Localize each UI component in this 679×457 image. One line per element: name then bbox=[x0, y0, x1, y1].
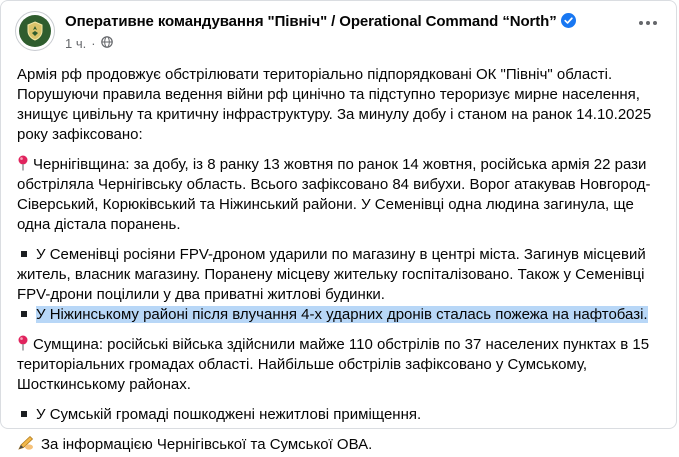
square-bullet-icon bbox=[21, 411, 27, 417]
post-meta bbox=[65, 36, 113, 51]
intro-paragraph: Армія рф продовжує обстрілювати територіально підпорядковані ОК "Північ" області. Порушуючи правила ведення війни рф цинічно та підступно тероризує мирне населення, знищує цивільну та критичну інфраструктуру. За минулу добу і станом на ранок 14.10.2025 року зафіксовано: bbox=[17, 66, 652, 143]
chernihiv-paragraph bbox=[17, 155, 662, 235]
sumy-paragraph bbox=[17, 335, 662, 395]
bullet-item-highlighted bbox=[17, 305, 662, 325]
post-time[interactable]: 1 ч. bbox=[65, 36, 87, 51]
military-emblem-icon bbox=[19, 15, 51, 47]
source-paragraph bbox=[17, 435, 662, 455]
chernihiv-text: Чернігівщина: за добу, із 8 ранку 13 жовтня по ранок 14 жовтня, російська армія 22 рази обстріляла Чернігівську область. Всього зафіксовано 84 вибухи. Ворог атакував Новгород-Сіверський, Корюківський та Ніжинський райони. У Семенівці одна людина загинула, ще одна дістала поранень. bbox=[17, 156, 651, 233]
more-options-icon[interactable] bbox=[634, 13, 662, 33]
bullet-text: У Сумській громаді пошкоджені нежитлові приміщення. bbox=[36, 406, 422, 423]
globe-icon bbox=[101, 36, 113, 51]
bullet-item bbox=[17, 405, 662, 425]
round-pushpin-icon bbox=[17, 335, 29, 351]
verified-badge-icon bbox=[561, 13, 576, 28]
post-header bbox=[15, 9, 662, 55]
square-bullet-icon bbox=[21, 251, 27, 257]
writing-hand-icon bbox=[17, 435, 35, 451]
square-bullet-icon bbox=[21, 311, 27, 317]
bullet-text: У Семенівці росіяни FPV-дроном ударили по магазину в центрі міста. Загинув місцевий житель, власник магазину. Поранену місцеву жительку госпіталізовано. Також у Семенівці FPV-дрони поцілили у два приватні житлові будинки. bbox=[17, 246, 646, 303]
source-text: За інформацією Чернігівської та Сумської ОВА. bbox=[41, 436, 373, 453]
sumy-text: Сумщина: російські війська здійснили майже 110 обстрілів по 37 населених пунктах в 15 територіальних громадах області. Найбільше обстрілів зафіксовано у Сумському, Шосткинському районах. bbox=[17, 336, 650, 393]
meta-separator: · bbox=[91, 36, 96, 51]
bullet-item bbox=[17, 245, 662, 305]
page-avatar[interactable] bbox=[15, 11, 55, 51]
page-name-text: Оперативне командування "Північ" / Operational Command “North” bbox=[65, 13, 557, 30]
selected-text[interactable]: У Ніжинському районі після влучання 4-х ударних дронів сталась пожежа на нафтобазі. bbox=[36, 306, 648, 323]
page-name-link[interactable] bbox=[65, 13, 576, 30]
round-pushpin-icon bbox=[17, 155, 29, 171]
post-body bbox=[17, 65, 662, 455]
